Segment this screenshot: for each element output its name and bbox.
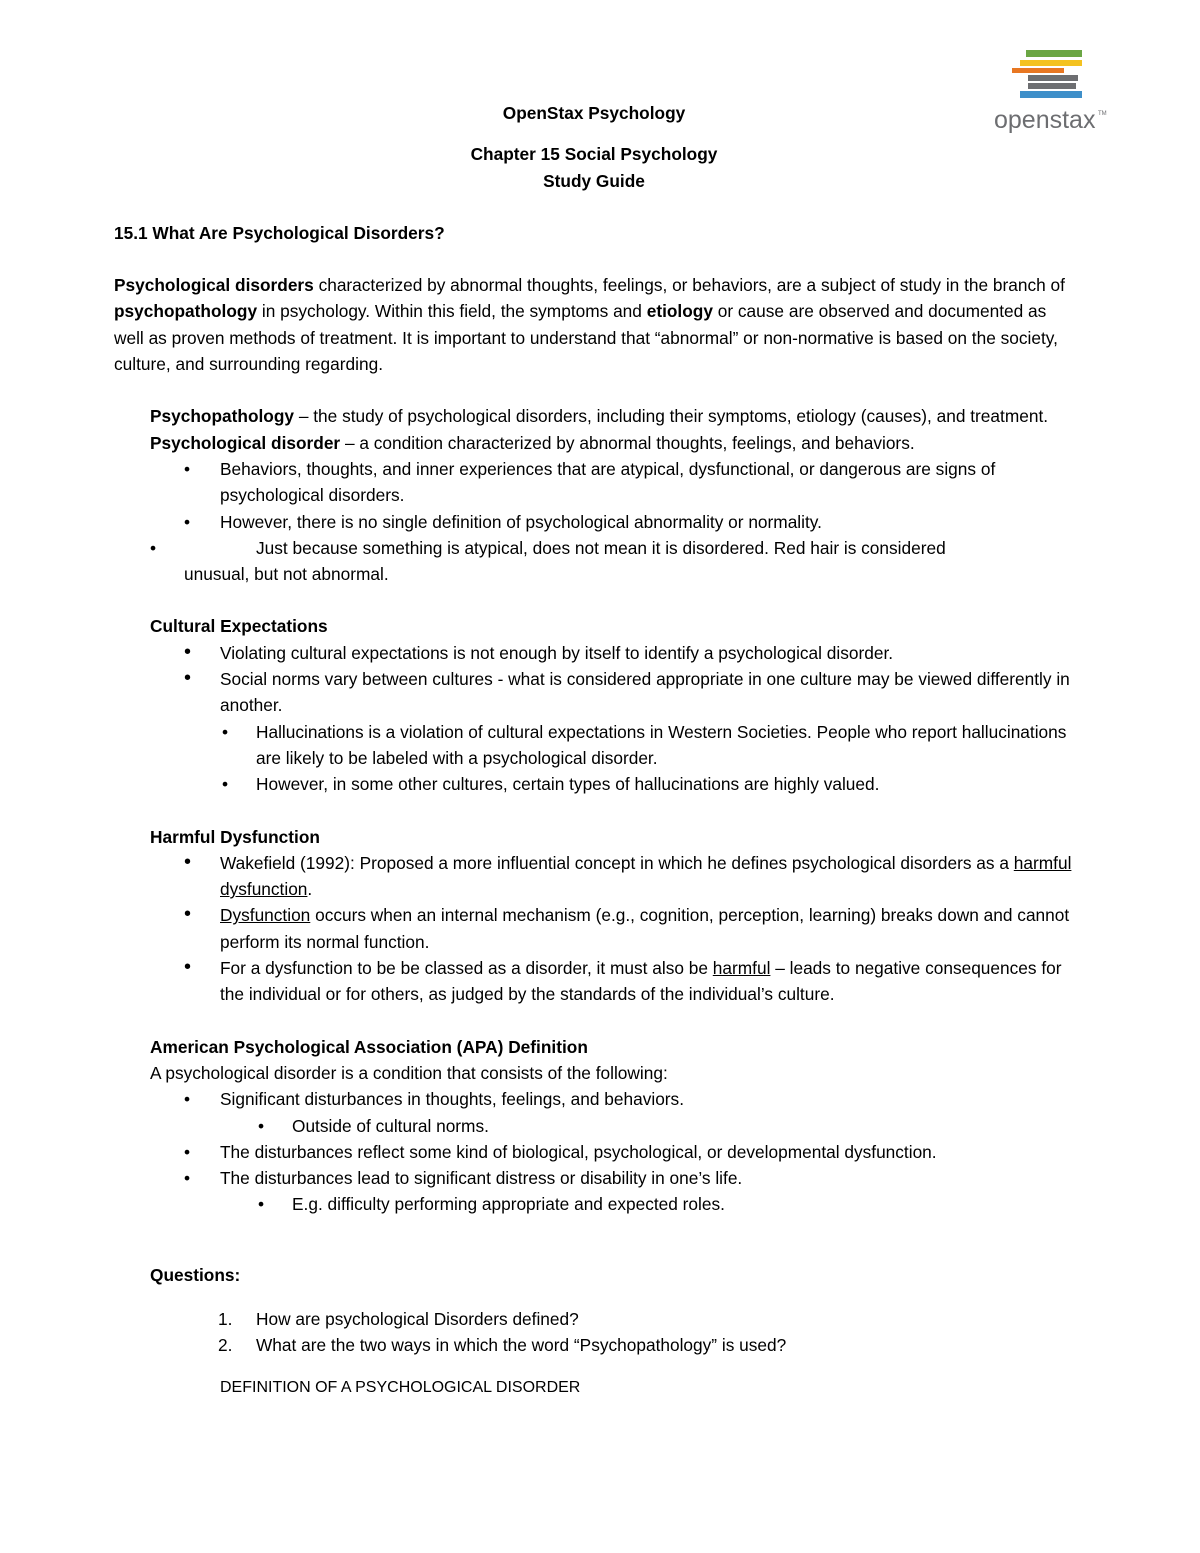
- list-item: • For a dysfunction to be be classed as a disorder, it must also be harmful – leads to negative consequences for the individual or for others, as judged by the standards of the individual’s culture.: [184, 956, 1062, 1005]
- list-item: • Significant disturbances in thoughts, feelings, and behaviors.: [184, 1089, 685, 1110]
- logo-text: openstax: [994, 106, 1096, 134]
- harmful-heading: Harmful Dysfunction: [150, 826, 320, 847]
- study-guide-document: [114, 100, 1074, 1401]
- document-title: OpenStax Psychology: [502, 103, 686, 123]
- definition-psychopathology: Psychopathology – the study of psychological disorders, including their symptoms, etiology (causes), and treatment.: [150, 406, 1049, 427]
- list-item: • Wakefield (1992): Proposed a more influential concept in which he defines psychological disorders as a harmful dysfunction.: [184, 850, 1072, 900]
- definition-heading-caps: DEFINITION OF A PSYCHOLOGICAL DISORDER: [220, 1378, 581, 1396]
- list-item: • E.g. difficulty performing appropriate and expected roles.: [258, 1194, 725, 1215]
- list-item: • However, in some other cultures, certain types of hallucinations are highly valued.: [222, 774, 880, 795]
- apa-bullets: [114, 1086, 1074, 1217]
- list-item: • Dysfunction occurs when an internal mechanism (e.g., cognition, perception, learning) breaks down and cannot perform its normal function.: [184, 903, 1070, 952]
- definition-psychological-disorder: Psychological disorder – a condition characterized by abnormal thoughts, feelings, and behaviors.: [150, 432, 915, 453]
- questions-heading: Questions:: [150, 1264, 241, 1285]
- questions-list: [114, 1306, 1074, 1359]
- list-item: • However, there is no single definition of psychological abnormality or normality.: [184, 511, 822, 532]
- apa-intro: A psychological disorder is a condition that consists of the following:: [150, 1062, 668, 1083]
- question-item: 1. How are psychological Disorders defined?: [218, 1308, 579, 1329]
- document-subtitle: Study Guide: [543, 170, 645, 191]
- list-item: • The disturbances lead to significant distress or disability in one’s life.: [184, 1168, 743, 1189]
- list-item: • Behaviors, thoughts, and inner experiences that are atypical, dysfunctional, or dangerous are signs of psychological disorders.: [184, 458, 996, 506]
- cultural-heading: Cultural Expectations: [150, 616, 328, 637]
- intro-paragraph: Psychological disorders characterized by abnormal thoughts, feelings, or behaviors, are a subject of study in the branch of psychopathology in psychology. Within this field, the symptoms and etiology or cause are observed and documented as well as proven methods of treatment. It is important to understand that “abnormal” or non-normative is based on the society, culture, and surrounding regarding.: [114, 275, 1065, 375]
- list-item: • Outside of cultural norms.: [258, 1115, 489, 1136]
- chapter-title: Chapter 15 Social Psychology: [470, 144, 718, 165]
- cultural-bullets: [114, 640, 1074, 798]
- list-item: • Social norms vary between cultures - what is considered appropriate in one culture may be viewed differently in another.: [184, 667, 1070, 716]
- harmful-bullets: [114, 850, 1074, 1008]
- section-heading: 15.1 What Are Psychological Disorders?: [114, 222, 445, 243]
- list-item: • The disturbances reflect some kind of biological, psychological, or developmental dysfunction.: [184, 1141, 937, 1162]
- apa-heading: American Psychological Association (APA) Definition: [150, 1036, 588, 1057]
- logo-tm: TM: [1098, 111, 1107, 117]
- definition-bullets: [114, 456, 1074, 535]
- list-item: • Just because something is atypical, does not mean it is disordered. Red hair is considered unusual, but not abnormal.: [150, 537, 946, 585]
- list-item: • Violating cultural expectations is not enough by itself to identify a psychological disorder.: [184, 640, 894, 663]
- list-item: • Hallucinations is a violation of cultural expectations in Western Societies. People who report hallucinations are likely to be labeled with a psychological disorder.: [222, 721, 1067, 768]
- question-item: 2. What are the two ways in which the word “Psychopathology” is used?: [218, 1335, 787, 1356]
